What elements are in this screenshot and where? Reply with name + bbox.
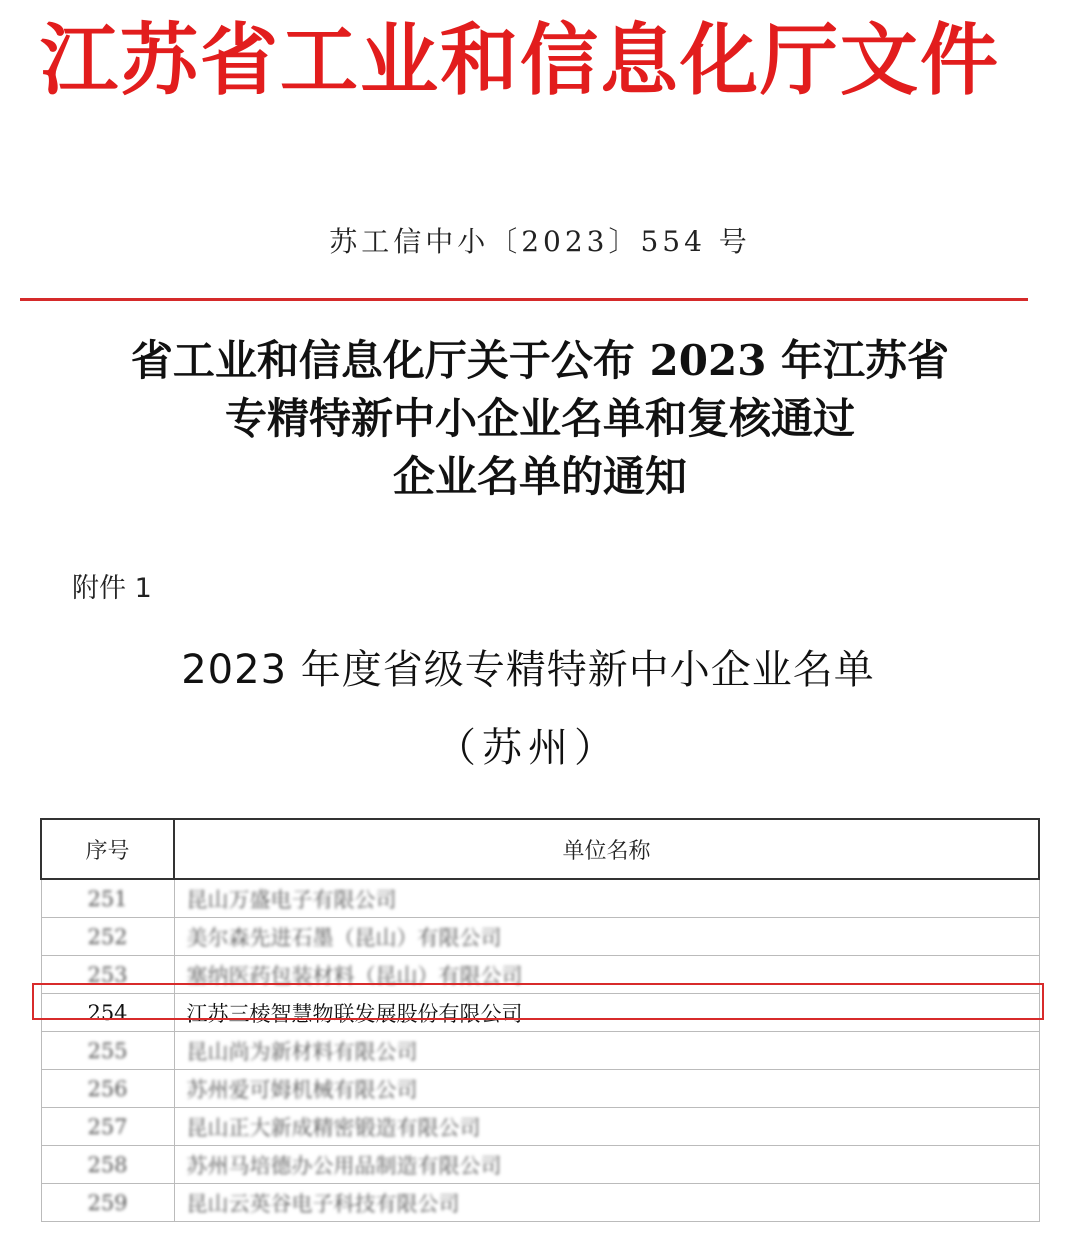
issuer-header-title: 江苏省工业和信息化厅文件 [39, 15, 1000, 106]
enterprise-table [40, 818, 1040, 1222]
document-number: 苏工信中小〔2023〕554 号 [329, 225, 751, 258]
row-number: 251 [41, 879, 174, 918]
table-row [41, 1146, 1039, 1184]
row-number: 254 [41, 994, 174, 1032]
row-number: 259 [41, 1184, 174, 1222]
attachment-label: 附件 1 [72, 573, 152, 604]
row-company-name: 昆山万盛电子有限公司 [174, 879, 1039, 918]
row-company-name: 昆山云英谷电子科技有限公司 [174, 1184, 1039, 1222]
table-row [41, 1070, 1039, 1108]
red-divider-rule [20, 298, 1028, 301]
row-company-name: 塞纳医药包装材料（昆山）有限公司 [174, 956, 1039, 994]
notice-title-line-2: 专精特新中小企业名单和复核通过 [224, 394, 855, 443]
row-company-name: 江苏三棱智慧物联发展股份有限公司 [174, 994, 1039, 1032]
row-company-name: 美尔森先进石墨（昆山）有限公司 [174, 918, 1039, 956]
column-header-name: 单位名称 [174, 819, 1039, 879]
row-company-name: 苏州马培德办公用品制造有限公司 [174, 1146, 1039, 1184]
notice-title-line-3: 企业名单的通知 [392, 452, 687, 501]
table-row [41, 918, 1039, 956]
list-title: 2023 年度省级专精特新中小企业名单 [181, 647, 875, 693]
row-number: 252 [41, 918, 174, 956]
row-number: 256 [41, 1070, 174, 1108]
notice-title-line-1: 省工业和信息化厅关于公布 2023 年江苏省 [130, 336, 950, 385]
row-number: 255 [41, 1032, 174, 1070]
row-company-name: 昆山尚为新材料有限公司 [174, 1032, 1039, 1070]
row-company-name: 昆山正大新成精密锻造有限公司 [174, 1108, 1039, 1146]
highlighted-table-row [41, 994, 1039, 1032]
row-company-name: 苏州爱可姆机械有限公司 [174, 1070, 1039, 1108]
table-row [41, 956, 1039, 994]
table-row [41, 879, 1039, 918]
row-number: 258 [41, 1146, 174, 1184]
notice-title [0, 332, 1080, 506]
table-row [41, 1108, 1039, 1146]
row-number: 257 [41, 1108, 174, 1146]
table-header-row [41, 819, 1039, 879]
column-header-number: 序号 [41, 819, 174, 879]
table-row [41, 1184, 1039, 1222]
table-row [41, 1032, 1039, 1070]
list-subtitle: （苏州） [436, 725, 620, 771]
row-number: 253 [41, 956, 174, 994]
